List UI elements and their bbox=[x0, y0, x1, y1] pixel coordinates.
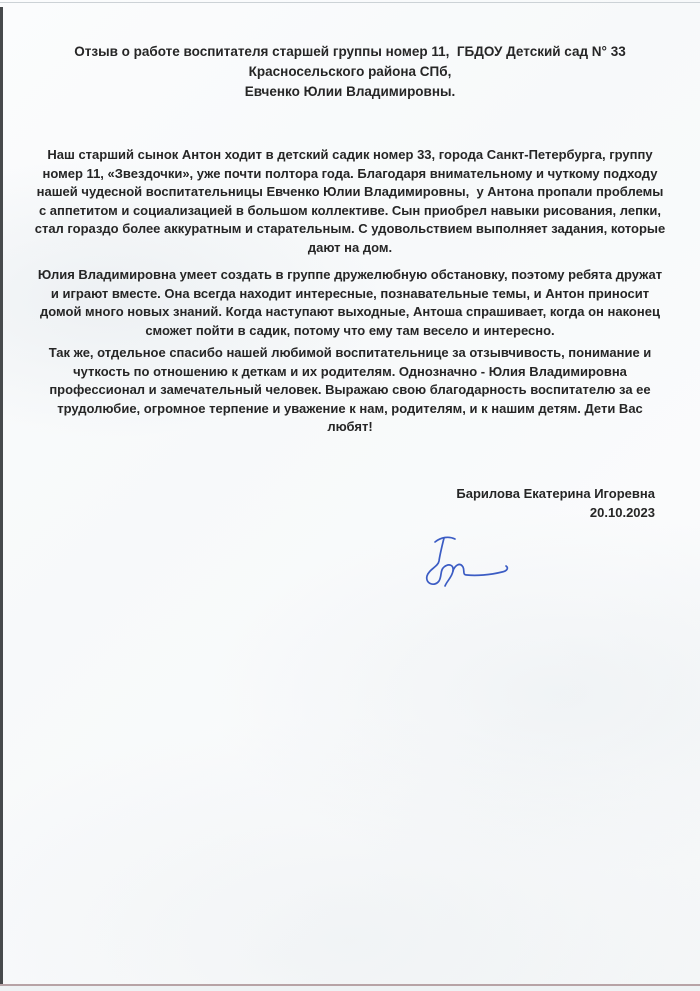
document-title: Отзыв о работе воспитателя старшей группы номер 11, ГБДОУ Детский сад N° 33 Красносельского района СПб, Евченко Юлии Владимировны. bbox=[74, 44, 626, 99]
scan-edge-bottom-strip bbox=[0, 986, 700, 991]
signoff-block bbox=[456, 484, 655, 522]
scan-edge-top bbox=[0, 2, 700, 3]
scan-edge-left bbox=[0, 7, 3, 987]
paragraph-group-atmosphere: Юлия Владимировна умеет создать в группе дружелюбную обстановку, поэтому ребята дружат и играют вместе. Она всегда находит интересные, познавательные темы, и Антон приносит домой много новых знаний. Когда наступают выходные, Антоша спрашивает, когда он наконец сможет пойти в садик, потому что ему там весело и интересно. bbox=[37, 267, 663, 338]
signoff-date: 20.10.2023 bbox=[589, 505, 655, 520]
signature-ink-icon bbox=[422, 534, 517, 594]
paragraph-gratitude: Так же, отдельное спасибо нашей любимой воспитательнице за отзывчивость, понимание и чуткость по отношению к деткам и их родителям. Однозначно - Юлия Владимировна профессионал и замечательный человек. Выражаю свою благодарность воспитателю за ее трудолюбие, огромное терпение и уважение к нам, родителям, и к нашим детям. Дети Вас любят! bbox=[48, 345, 652, 434]
paragraph-about-son: Наш старший сынок Антон ходит в детский садик номер 33, города Санкт-Петербурга, группу номер 11, «Звездочки», уже почти полтора года. Благодаря внимательному и чуткому подходу нашей чудесной воспитательницы Евченко Юлии Владимировны, у Антона пропали проблемы с аппетитом и социализацией в большом коллективе. Сын приобрел навыки рисования, лепки, стал гораздо более аккуратным и старательным. С удовольствием выполняет задания, которые дают на дом. bbox=[34, 147, 666, 255]
author-name: Барилова Екатерина Игоревна bbox=[456, 486, 655, 501]
handwritten-signature bbox=[422, 534, 517, 594]
